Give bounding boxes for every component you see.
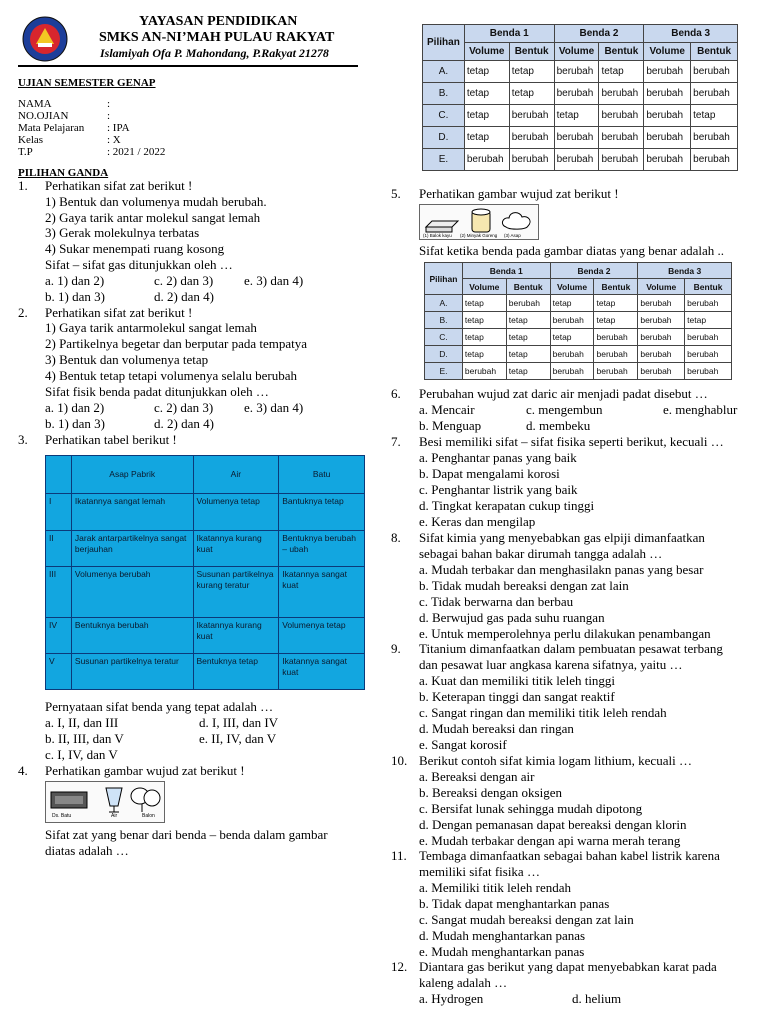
question-number: 5.	[391, 186, 401, 201]
table-cell: berubah	[644, 149, 691, 171]
identity-value: : X	[107, 134, 121, 146]
table-cell: berubah	[509, 149, 554, 171]
table-cell: berubah	[691, 83, 738, 105]
table-header: Benda 3	[644, 25, 738, 43]
table-header: Pilihan	[425, 263, 463, 295]
question-text: kaleng adalah …	[419, 975, 508, 990]
table-cell: A.	[425, 295, 463, 312]
list-item: 2) Partikelnya begetar dan berputar pada tempatya	[45, 336, 308, 351]
matter-figure	[419, 204, 539, 240]
table-cell: II	[46, 531, 72, 567]
table-cell: berubah	[691, 61, 738, 83]
identity-value: :	[107, 110, 111, 122]
table-header: Benda 3	[638, 263, 732, 279]
table-cell: tetap	[509, 61, 554, 83]
table-cell: Bentuknya tetap	[193, 654, 279, 690]
table-cell: berubah	[638, 346, 685, 363]
table-header: Benda 1	[464, 25, 554, 43]
list-item: 2) Gaya tarik antar molekul sangat lemah	[45, 210, 261, 225]
table-cell: berubah	[554, 149, 599, 171]
table-cell: tetap	[594, 312, 638, 329]
answer-option[interactable]: b. Bereaksi dengan oksigen	[419, 785, 562, 800]
answer-option[interactable]: b. 1) dan 3)	[45, 289, 105, 304]
table-cell: Ikatannya sangat lemah	[71, 494, 193, 531]
table-cell: tetap	[464, 105, 509, 127]
answer-option[interactable]: d. Mudah bereaksi dan ringan	[419, 721, 574, 736]
answer-option[interactable]: a. Bereaksi dengan air	[419, 769, 535, 784]
answer-option[interactable]: c. 2) dan 3)	[154, 273, 214, 288]
table-cell: berubah	[691, 149, 738, 171]
table-cell: berubah	[464, 149, 509, 171]
answer-option[interactable]: b. Keterapan tinggi dan sangat reaktif	[419, 689, 615, 704]
question-number: 3.	[18, 432, 28, 447]
table-cell: Ikatannya kurang kuat	[193, 531, 279, 567]
table-cell: berubah	[685, 295, 732, 312]
table-header: Asap Pabrik	[71, 456, 193, 494]
list-item: 3) Gerak molekulnya terbatas	[45, 225, 200, 240]
answer-option[interactable]: e. II, IV, dan V	[199, 731, 277, 746]
list-item: 4) Sukar menempati ruang kosong	[45, 241, 225, 256]
table-header: Volume	[638, 279, 685, 295]
question-text: Berikut contoh sifat kimia logam lithium, kecuali …	[419, 753, 692, 768]
list-item: 1) Gaya tarik antarmolekul sangat lemah	[45, 320, 257, 335]
table-cell: Volumenya tetap	[279, 618, 365, 654]
table-cell: tetap	[506, 346, 550, 363]
table-cell: tetap	[554, 105, 599, 127]
question-number: 7.	[391, 434, 401, 449]
table-cell: Bentuknya berubah – ubah	[279, 531, 365, 567]
school-name: SMKS AN-NI’MAH PULAU RAKYAT	[99, 30, 335, 45]
table-cell: tetap	[462, 329, 506, 346]
answer-option[interactable]: d. I, III, dan IV	[199, 715, 279, 730]
answer-option[interactable]: d. Tingkat kerapatan cukup tinggi	[419, 498, 595, 513]
table-header: Volume	[464, 43, 509, 61]
question-number: 9.	[391, 641, 401, 656]
answer-option[interactable]: a. I, II, dan III	[45, 715, 119, 730]
table-cell: tetap	[464, 127, 509, 149]
figure-label: Ds. Batu	[52, 813, 72, 819]
school-logo	[22, 16, 68, 62]
table-cell: berubah	[554, 61, 599, 83]
answer-option[interactable]: d. helium	[572, 991, 622, 1006]
table-cell: Ikatannya kurang kuat	[193, 618, 279, 654]
table-cell: IV	[46, 618, 72, 654]
answer-option[interactable]: c. Sangat mudah bereaksi dengan zat lain	[419, 912, 634, 927]
answer-option[interactable]: a. Mencair	[419, 402, 475, 417]
question-number: 2.	[18, 305, 28, 320]
table-cell: tetap	[550, 295, 594, 312]
answer-option[interactable]: e. Sangat korosif	[419, 737, 507, 752]
list-item: 1) Bentuk dan volumenya mudah berubah.	[45, 194, 267, 209]
question-text: Perubahan wujud zat daric air menjadi padat disebut …	[419, 386, 708, 401]
table-cell: berubah	[550, 346, 594, 363]
question-number: 10.	[391, 753, 408, 768]
table-cell: Ikatannya sangat kuat	[279, 567, 365, 618]
answer-option[interactable]: b. Tidak dapat menghantarkan panas	[419, 896, 610, 911]
question-text: Perhatikan gambar wujud zat berikut !	[419, 186, 619, 201]
question-text: Besi memiliki sifat – sifat fisika seperti berikut, kecuali …	[419, 434, 724, 449]
table-header: Benda 1	[462, 263, 550, 279]
table-cell: berubah	[638, 312, 685, 329]
table-cell: berubah	[599, 83, 644, 105]
table-header: Bentuk	[509, 43, 554, 61]
table-cell: berubah	[685, 346, 732, 363]
table-header: Volume	[644, 43, 691, 61]
answer-option[interactable]: c. mengembun	[526, 402, 603, 417]
table-cell: V	[46, 654, 72, 690]
table-cell: berubah	[594, 363, 638, 380]
question-prompt: Sifat zat yang benar dari benda – benda dalam gambar	[45, 827, 328, 842]
table-header: Bentuk	[594, 279, 638, 295]
question-number: 6.	[391, 386, 401, 401]
header-divider	[18, 65, 358, 67]
answer-option[interactable]: e. Mudah menghantarkan panas	[419, 944, 585, 959]
answer-option[interactable]: e. Untuk memperolehnya perlu dilakukan penambangan	[419, 626, 711, 641]
identity-value: :	[107, 98, 111, 110]
table-cell: berubah	[509, 127, 554, 149]
table-cell: tetap	[550, 329, 594, 346]
table-cell: tetap	[462, 346, 506, 363]
figure-label: Air	[111, 813, 118, 819]
table-cell: tetap	[599, 61, 644, 83]
table-cell: tetap	[594, 295, 638, 312]
table-cell: tetap	[509, 83, 554, 105]
list-item: 3) Bentuk dan volumenya tetap	[45, 352, 209, 367]
question-text: Sifat kimia yang menyebabkan gas elpiji dimanfaatkan	[419, 530, 705, 545]
table-cell: berubah	[685, 329, 732, 346]
answer-option[interactable]: c. Sangat ringan dan memiliki titik leleh rendah	[419, 705, 667, 720]
table-cell: berubah	[594, 346, 638, 363]
table-cell: tetap	[462, 312, 506, 329]
matter-figure	[45, 781, 165, 823]
table-header: Benda 2	[554, 25, 644, 43]
answer-option[interactable]: d. Dengan pemanasan dapat bereaksi dengan klorin	[419, 817, 687, 832]
table-cell: D.	[423, 127, 465, 149]
table-cell: Susunan partikelnya kurang teratur	[193, 567, 279, 618]
question-text: Titanium dimanfaatkan dalam pembuatan pesawat terbang	[419, 641, 723, 656]
identity-label: NO.OJIAN	[18, 110, 69, 122]
question-text: Perhatikan tabel berikut !	[45, 432, 177, 447]
question-text: Perhatikan sifat zat berikut !	[45, 305, 193, 320]
question-text: sebagai bahan bakar dirumah tangga adalah …	[419, 546, 663, 561]
answer-option[interactable]: a. Hydrogen	[419, 991, 484, 1006]
table-cell: berubah	[550, 312, 594, 329]
identity-value: : 2021 / 2022	[107, 146, 166, 158]
question-text: Diantara gas berikut yang dapat menyebabkan karat pada	[419, 959, 717, 974]
figure-label: (2) Minyak Goreng	[460, 233, 498, 238]
table-cell: A.	[423, 61, 465, 83]
answer-option[interactable]: a. 1) dan 2)	[45, 273, 105, 288]
table-cell: berubah	[638, 295, 685, 312]
table-cell: berubah	[638, 329, 685, 346]
answer-option[interactable]: b. II, III, dan V	[45, 731, 124, 746]
table-header: Volume	[550, 279, 594, 295]
table-cell: tetap	[464, 61, 509, 83]
figure-label: (1) Balok kayu	[423, 233, 452, 238]
table-cell: berubah	[462, 363, 506, 380]
table-cell: berubah	[691, 127, 738, 149]
table-cell: Jarak antarpartikelnya sangat berjauhan	[71, 531, 193, 567]
table-cell: berubah	[599, 127, 644, 149]
table-header: Bentuk	[506, 279, 550, 295]
answer-option[interactable]: e. 3) dan 4)	[244, 273, 304, 288]
table-header: Bentuk	[599, 43, 644, 61]
figure-label: (3) Asap	[504, 233, 521, 238]
answer-option[interactable]: c. Bersifat lunak sehingga mudah dipotong	[419, 801, 643, 816]
answer-option[interactable]: d. 2) dan 4)	[154, 289, 214, 304]
exam-title: UJIAN SEMESTER GENAP	[18, 77, 156, 89]
foundation-name: YAYASAN PENDIDIKAN	[139, 14, 298, 29]
table-cell: tetap	[462, 295, 506, 312]
table-cell: C.	[423, 105, 465, 127]
table-cell: berubah	[599, 105, 644, 127]
table-header	[46, 456, 72, 494]
answer-option[interactable]: d. membeku	[526, 418, 591, 433]
question-number: 11.	[391, 848, 407, 863]
answer-option[interactable]: a. Penghantar panas yang baik	[419, 450, 577, 465]
answer-option[interactable]: c. Penghantar listrik yang baik	[419, 482, 578, 497]
table-cell: E.	[425, 363, 463, 380]
section-title: PILIHAN GANDA	[18, 167, 109, 179]
answer-option[interactable]: b. Menguap	[419, 418, 482, 433]
table-header: Benda 2	[550, 263, 638, 279]
table-cell: tetap	[506, 363, 550, 380]
table-cell: berubah	[554, 127, 599, 149]
identity-label: T.P	[18, 146, 33, 158]
table-cell: tetap	[685, 312, 732, 329]
benda-table-top	[422, 24, 738, 171]
table-header: Air	[193, 456, 279, 494]
table-cell: tetap	[691, 105, 738, 127]
table-cell: berubah	[554, 83, 599, 105]
table-header: Batu	[279, 456, 365, 494]
answer-option[interactable]: b. Tidak mudah bereaksi dengan zat lain	[419, 578, 629, 593]
question-text: Perhatikan sifat zat berikut !	[45, 178, 193, 193]
table-cell: tetap	[506, 329, 550, 346]
answer-option[interactable]: b. Dapat mengalami korosi	[419, 466, 560, 481]
question-number: 12.	[391, 959, 408, 974]
table-cell: B.	[423, 83, 465, 105]
table-cell: B.	[425, 312, 463, 329]
table-cell: berubah	[644, 61, 691, 83]
table-cell: berubah	[509, 105, 554, 127]
question-prompt: Sifat ketika benda pada gambar diatas yang benar adalah ..	[419, 243, 725, 258]
question-number: 1.	[18, 178, 28, 193]
answer-option[interactable]: a. Memiliki titik leleh rendah	[419, 880, 571, 895]
table-header: Volume	[462, 279, 506, 295]
identity-value: : IPA	[107, 122, 130, 134]
school-address: Islamiyah Ofa P. Mahondang, P.Rakyat 21278	[100, 46, 329, 60]
question-prompt: diatas adalah …	[45, 843, 129, 858]
identity-label: NAMA	[18, 98, 52, 110]
identity-label: Kelas	[18, 134, 44, 146]
table-cell: berubah	[644, 105, 691, 127]
identity-label: Mata Pelajaran	[18, 122, 85, 134]
table-cell: berubah	[644, 127, 691, 149]
table-cell: Bantuknya tetap	[279, 494, 365, 531]
table-cell: III	[46, 567, 72, 618]
table-header: Bentuk	[691, 43, 738, 61]
answer-option[interactable]: c. I, IV, dan V	[45, 747, 118, 762]
answer-option[interactable]: e. Keras dan mengilap	[419, 514, 536, 529]
list-item: 4) Bentuk tetap tetapi volumenya selalu berubah	[45, 368, 297, 383]
question-prompt: Sifat – sifat gas ditunjukkan oleh …	[45, 257, 233, 272]
answer-option[interactable]: d. Berwujud gas pada suhu ruangan	[419, 610, 605, 625]
answer-option[interactable]: e. Mudah terbakar dengan api warna merah terang	[419, 833, 681, 848]
question-prompt: Pernyataan sifat benda yang tepat adalah …	[45, 699, 274, 714]
answer-option[interactable]: c. 2) dan 3)	[154, 400, 214, 415]
matter-properties-table	[45, 455, 365, 690]
question-number: 8.	[391, 530, 401, 545]
question-text: Tembaga dimanfaatkan sebagai bahan kabel listrik karena	[419, 848, 720, 863]
question-prompt: Sifat fisik benda padat ditunjukkan oleh …	[45, 384, 269, 399]
table-cell: berubah	[506, 295, 550, 312]
table-cell: I	[46, 494, 72, 531]
answer-option[interactable]: d. Mudah menghantarkan panas	[419, 928, 586, 943]
answer-option[interactable]: a. 1) dan 2)	[45, 400, 105, 415]
question-text: Perhatikan gambar wujud zat berikut !	[45, 763, 245, 778]
answer-option[interactable]: e. menghablur	[663, 402, 738, 417]
question-text: dan pesawat luar angkasa karena sifatnya, yaitu …	[419, 657, 683, 672]
table-cell: berubah	[550, 363, 594, 380]
table-cell: tetap	[506, 312, 550, 329]
answer-option[interactable]: a. Mudah terbakar dan menghasilakn panas yang besar	[419, 562, 704, 577]
figure-label: Balon	[142, 813, 155, 819]
table-header: Bentuk	[685, 279, 732, 295]
table-cell: Susunan partikelnya teratur	[71, 654, 193, 690]
table-cell: Volumenya berubah	[71, 567, 193, 618]
answer-option[interactable]: b. 1) dan 3)	[45, 416, 105, 431]
table-cell: Bentuknya berubah	[71, 618, 193, 654]
table-cell: C.	[425, 329, 463, 346]
question-text: memiliki sifat fisika …	[419, 864, 540, 879]
table-cell: Ikatannya sangat kuat	[279, 654, 365, 690]
table-header: Volume	[554, 43, 599, 61]
table-cell: Volumenya tetap	[193, 494, 279, 531]
table-cell: D.	[425, 346, 463, 363]
table-cell: tetap	[464, 83, 509, 105]
table-cell: berubah	[594, 329, 638, 346]
table-cell: berubah	[638, 363, 685, 380]
answer-option[interactable]: e. 3) dan 4)	[244, 400, 304, 415]
table-cell: berubah	[644, 83, 691, 105]
answer-option[interactable]: c. Tidak berwarna dan berbau	[419, 594, 574, 609]
answer-option[interactable]: a. Kuat dan memiliki titik leleh tinggi	[419, 673, 616, 688]
table-header: Pilihan	[423, 25, 465, 61]
table-cell: berubah	[685, 363, 732, 380]
table-cell: E.	[423, 149, 465, 171]
benda-table-q5	[424, 262, 732, 380]
question-number: 4.	[18, 763, 28, 778]
answer-option[interactable]: d. 2) dan 4)	[154, 416, 214, 431]
table-cell: berubah	[599, 149, 644, 171]
